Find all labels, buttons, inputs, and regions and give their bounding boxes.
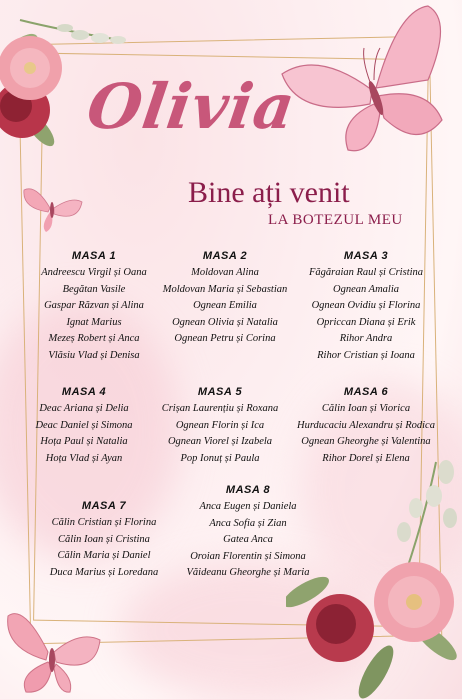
guest-entry: Hurducaciu Alexandru și Rodica (297, 419, 435, 431)
guest-entry: Crișan Laurențiu și Roxana (161, 403, 279, 414)
table-card-2 (145, 250, 305, 348)
guest-entry: Anca Sofia și Zian (209, 517, 287, 529)
welcome-heading: Bine ați venit (188, 176, 350, 209)
guest-entry: Moldovan Alina (191, 267, 259, 278)
table-card-6 (276, 386, 456, 467)
guest-entry: Hoța Vlad și Ayan (45, 452, 123, 464)
guest-entry: Ognean Amalia (332, 283, 399, 295)
table-title: MASA 4 (61, 386, 107, 398)
table-title: MASA 6 (343, 386, 389, 398)
table-card-3 (286, 250, 446, 364)
guest-entry: Mezeș Robert și Anca (48, 333, 140, 344)
guest-entry: Opriccan Diana și Erik (316, 316, 416, 328)
table-title: MASA 8 (225, 484, 271, 496)
table-title: MASA 3 (343, 250, 389, 262)
guest-entry: Călin Cristian și Florina (51, 517, 157, 528)
guest-entry: Călin Ioan și Viorica (321, 403, 411, 414)
guest-entry: Călin Maria și Daniel (57, 550, 151, 561)
guest-entry: Duca Marius și Loredana (49, 566, 159, 578)
guest-entry: Deac Ariana și Delia (39, 403, 129, 414)
guest-entry: Călin Ioan și Cristina (58, 533, 150, 545)
guest-entry: Ognean Olivia și Natalia (172, 316, 278, 328)
guest-entry: Ognean Florin și Ica (175, 419, 265, 431)
guest-entry: Ognean Emilia (193, 300, 257, 311)
guest-entry: Ognean Viorel și Izabela (167, 436, 273, 447)
guest-entry: Văideanu Gheorghe și Maria (186, 567, 310, 578)
guest-entry: Anca Eugen și Daniela (199, 501, 297, 512)
pink-butterfly-icon (278, 0, 448, 160)
table-title: MASA 1 (71, 250, 117, 262)
guest-entry: Ognean Petru și Corina (174, 333, 276, 344)
table-title: MASA 5 (197, 386, 243, 398)
guest-entry: Oroian Florentin și Simona (190, 550, 306, 562)
table-title: MASA 2 (202, 250, 248, 262)
guest-entry: Moldovan Maria și Sebastian (162, 283, 288, 295)
guest-entry: Făgăraian Raul și Cristina (308, 267, 424, 278)
event-subtitle: LA BOTEZUL MEU (268, 212, 403, 228)
small-butterfly-icon (22, 182, 84, 234)
guest-entry: Vlăsiu Vlad și Denisa (48, 349, 140, 361)
guest-entry: Gaspar Răzvan și Alina (44, 300, 144, 311)
guest-entry: Begătan Vasile (62, 283, 126, 295)
baby-name-title: Olivia (82, 70, 301, 143)
guest-entry: Ognean Gheorghe și Valentina (301, 436, 431, 447)
guest-entry: Andreescu Virgil și Oana (41, 267, 147, 278)
table-card-8 (168, 484, 328, 582)
guest-entry: Hoța Paul și Natalia (40, 436, 128, 447)
guest-entry: Ignat Marius (66, 316, 122, 328)
pink-butterfly-icon (4, 604, 104, 696)
guest-entry: Rihor Cristian și Ioana (317, 349, 415, 361)
guest-entry: Deac Daniel și Simona (35, 419, 133, 431)
guest-entry: Rihor Dorel și Elena (322, 452, 410, 464)
table-title: MASA 7 (81, 500, 127, 512)
table-card-7 (24, 500, 184, 581)
guest-entry: Gatea Anca (223, 534, 273, 545)
guest-entry: Rihor Andra (339, 333, 393, 344)
guest-entry: Ognean Ovidiu și Florina (311, 300, 421, 311)
guest-entry: Pop Ionuț și Paula (180, 452, 260, 464)
